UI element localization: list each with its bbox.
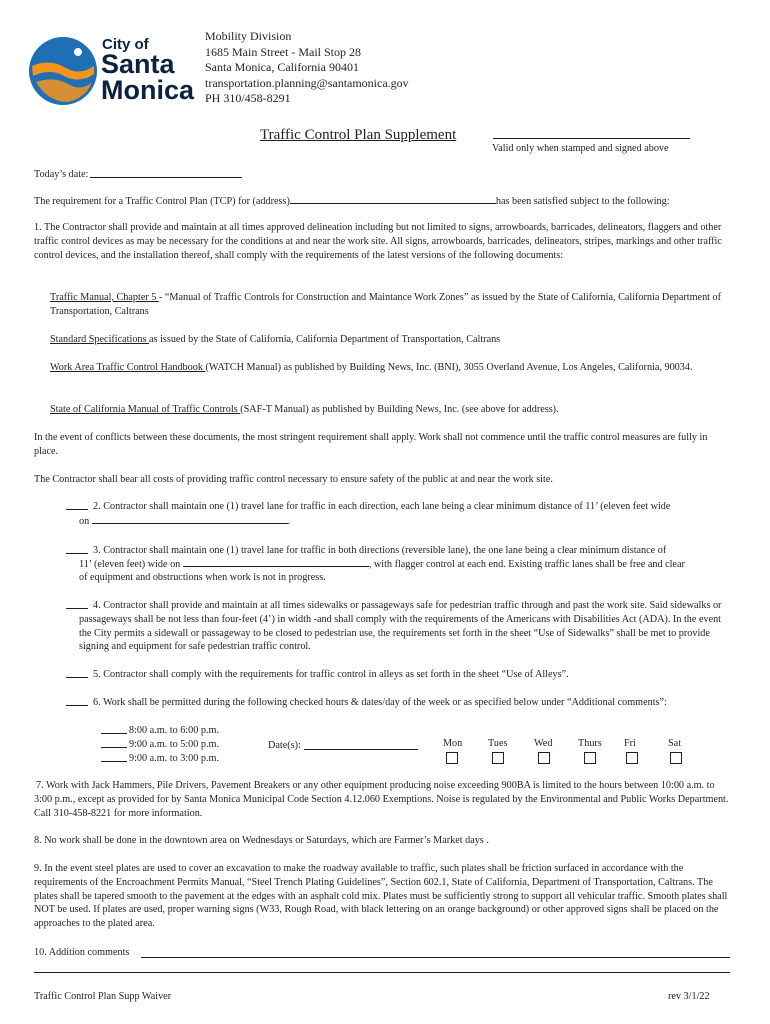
requirement-text-end: has been satisfied subject to the following:: [495, 196, 670, 207]
todays-date-label: Today’s date:: [34, 169, 89, 180]
hours-option: 9:00 a.m. to 5:00 p.m.: [129, 739, 219, 750]
item-3: 3. Contractor shall maintain one (1) travel lane for traffic in both directions (reversible lane), the one lane being a clear minimum distance of: [93, 545, 667, 556]
day-label-sat: Sat: [668, 738, 682, 749]
address-line: 1685 Main Street - Mail Stop 28: [205, 44, 361, 59]
item-9: 9. In the event steel plates are used to cover an excavation to make the roadway available to traffic, such plates shall be friction surfaced in accordance with the requirements of the Encroachment Permits Manual, “Steel Trench Plating Guidelines”, Section 602.1, State of California, Department of Transportation, Caltrans. The plates shall be tapered smooth to the pavement at the edges with an asphalt cold mix. Plates must be sufficiently strong to support all vehicular traffic. Smooth plates shall NOT be used. If plates are used, proper warning signs (W33, Rough Road, with black lettering on an orange background) or other approved signs shall be placed on the approaches to the plated area.: [34, 863, 728, 930]
item-2-check-line[interactable]: [66, 509, 88, 510]
item-5-check-line[interactable]: [66, 677, 88, 678]
item-3-line3: of equipment and obstructions when work is not in progress.: [79, 572, 326, 583]
doc-desc: - “Manual of Traffic Controls for Construction and Maintance Work Zones” as issued by the State of California, California Department of Transportation, Caltrans: [50, 292, 722, 317]
day-checkbox-sat[interactable]: [670, 752, 682, 764]
stamp-signature-line[interactable]: [493, 138, 690, 139]
item-5: 5. Contractor shall comply with the requirements for traffic control in alleys as set forth in the sheet “Use of Alleys”.: [93, 669, 569, 680]
day-label-tues: Tues: [488, 738, 508, 749]
item-2-end: .: [287, 516, 291, 527]
comments-field-line2[interactable]: [34, 972, 730, 973]
address-block: [205, 29, 409, 107]
costs-paragraph: The Contractor shall bear all costs of providing traffic control necessary to ensure safety of the public at and near the work site.: [34, 474, 553, 485]
hours-option: 9:00 a.m. to 3:00 p.m.: [129, 753, 219, 764]
item-6-check-line[interactable]: [66, 705, 88, 706]
doc-item: [50, 333, 730, 347]
item-3-flagger: , with flagger control at each end. Existing traffic lanes shall be free and clear: [368, 559, 685, 570]
hours-check-line[interactable]: [101, 747, 127, 748]
day-checkbox-tues[interactable]: [492, 752, 504, 764]
doc-item: [50, 291, 730, 319]
address-email: transportation.planning@santamonica.gov: [205, 75, 409, 90]
logo-santa: Santa: [101, 49, 175, 79]
page-title: Traffic Control Plan Supplement: [260, 127, 457, 143]
item-3-street-field[interactable]: [183, 557, 369, 567]
city-logo: [28, 36, 198, 106]
hours-option: 8:00 a.m. to 6:00 p.m.: [129, 725, 219, 736]
day-checkbox-fri[interactable]: [626, 752, 638, 764]
item-2-line2: [79, 514, 290, 529]
doc-title: State of California Manual of Traffic Controls: [50, 404, 241, 415]
dates-field[interactable]: [304, 749, 418, 750]
comments-field[interactable]: [141, 957, 730, 958]
item-4: 4. Contractor shall provide and maintain at all times sidewalks or passageways safe for pedestrian traffic through and past the work site. Said sidewalks or passageways shall be not less than four-feet (4’) in width -and shall comply with the requirements of the Americans with Disabilities Act (ADA). In the event the City permits a sidewall or passageway to be closed to pedestrian use, the requirements set forth in the sheet “Use of Sidewalks” shall be met to provide signing and equipment for safe pedestrian traffic control.: [79, 600, 722, 653]
address-field[interactable]: [290, 194, 496, 204]
item-2: 2. Contractor shall maintain one (1) travel lane for traffic in each direction, each lane being a clear minimum distance of 11’ (eleven feet wide: [93, 501, 671, 512]
hours-check-line[interactable]: [101, 761, 127, 762]
day-checkbox-thurs[interactable]: [584, 752, 596, 764]
conflicts-paragraph: In the event of conflicts between these documents, the most stringent requirement shall apply. Work shall not commence until the traffic control measures are fully in place.: [34, 432, 708, 457]
item-3-check-line[interactable]: [66, 553, 88, 554]
footer-form-name: Traffic Control Plan Supp Waiver: [34, 991, 172, 1002]
day-label-mon: Mon: [443, 738, 463, 749]
logo-monica: Monica: [101, 75, 195, 105]
day-checkbox-mon[interactable]: [446, 752, 458, 764]
item-8: 8. No work shall be done in the downtown area on Wednesdays or Saturdays, which are Farmer’s Market days .: [34, 835, 489, 846]
address-phone: PH 310/458-8291: [205, 91, 291, 106]
doc-title: Traffic Manual, Chapter 5: [50, 292, 159, 303]
day-label-fri: Fri: [624, 738, 636, 749]
todays-date-field[interactable]: [90, 177, 242, 178]
day-label-wed: Wed: [534, 738, 553, 749]
item-6: 6. Work shall be permitted during the following checked hours & dates/day of the week or as specified below under “Additional comments”:: [93, 697, 667, 708]
hours-check-line[interactable]: [101, 733, 127, 734]
stamp-note: Valid only when stamped and signed above: [492, 143, 669, 154]
doc-desc: (SAF-T Manual) as published by Building News, Inc. (see above for address).: [240, 404, 559, 415]
logo-city-of: City of: [102, 36, 149, 53]
doc-item: [50, 403, 730, 417]
requirement-text: The requirement for a Traffic Control Plan (TCP) for (address): [34, 196, 290, 207]
item-3-line2: [79, 557, 685, 572]
item-7: 7. Work with Jack Hammers, Pile Drivers, Pavement Breakers or any other equipment producing noise exceeding 900BA is limited to the hours between 10:00 a.m. to 3:00 p.m., except as provided for by Santa Monica Municipal Code Section 4.12.060 Exemptions. Noise is regulated by the Environmental and Public Works Department. Call 310-458-8221 for more information.: [34, 780, 729, 819]
address-line: Santa Monica, California 90401: [205, 60, 359, 75]
day-checkbox-wed[interactable]: [538, 752, 550, 764]
footer-revision: rev 3/1/22: [668, 991, 710, 1002]
dates-label: Date(s):: [268, 740, 301, 751]
item-2-on: on: [79, 516, 90, 527]
doc-item: [50, 361, 730, 375]
santa-monica-logo-icon: [28, 36, 98, 106]
item-2-street-field[interactable]: [92, 514, 288, 524]
doc-desc: as issued by the State of California, California Department of Transportation, Caltrans: [149, 334, 501, 345]
doc-title: Work Area Traffic Control Handbook: [50, 362, 206, 373]
doc-title: Standard Specifications: [50, 334, 150, 345]
doc-desc: (WATCH Manual) as published by Building News, Inc. (BNI), 3055 Overland Avenue, Los Angeles, California, 90034.: [205, 362, 693, 373]
item-10-label: 10. Addition comments: [34, 947, 130, 958]
address-line: Mobility Division: [205, 29, 292, 43]
requirement-line: [34, 194, 670, 209]
item-3-wide-on: 11’ (eleven feet) wide on: [79, 559, 181, 570]
item-1: 1. The Contractor shall provide and maintain at all times approved delineation including but not limited to signs, arrowboards, barricades, delineators, flaggers and other traffic control devices as may be necessary for the conditions at and near the work site. All signs, arrowboards, barricades, delineators, stripes, markings and other traffic control devices, and the installation thereof, shall comply with the requirements of the latest versions of the following documents:: [34, 222, 722, 261]
day-label-thurs: Thurs: [578, 738, 602, 749]
